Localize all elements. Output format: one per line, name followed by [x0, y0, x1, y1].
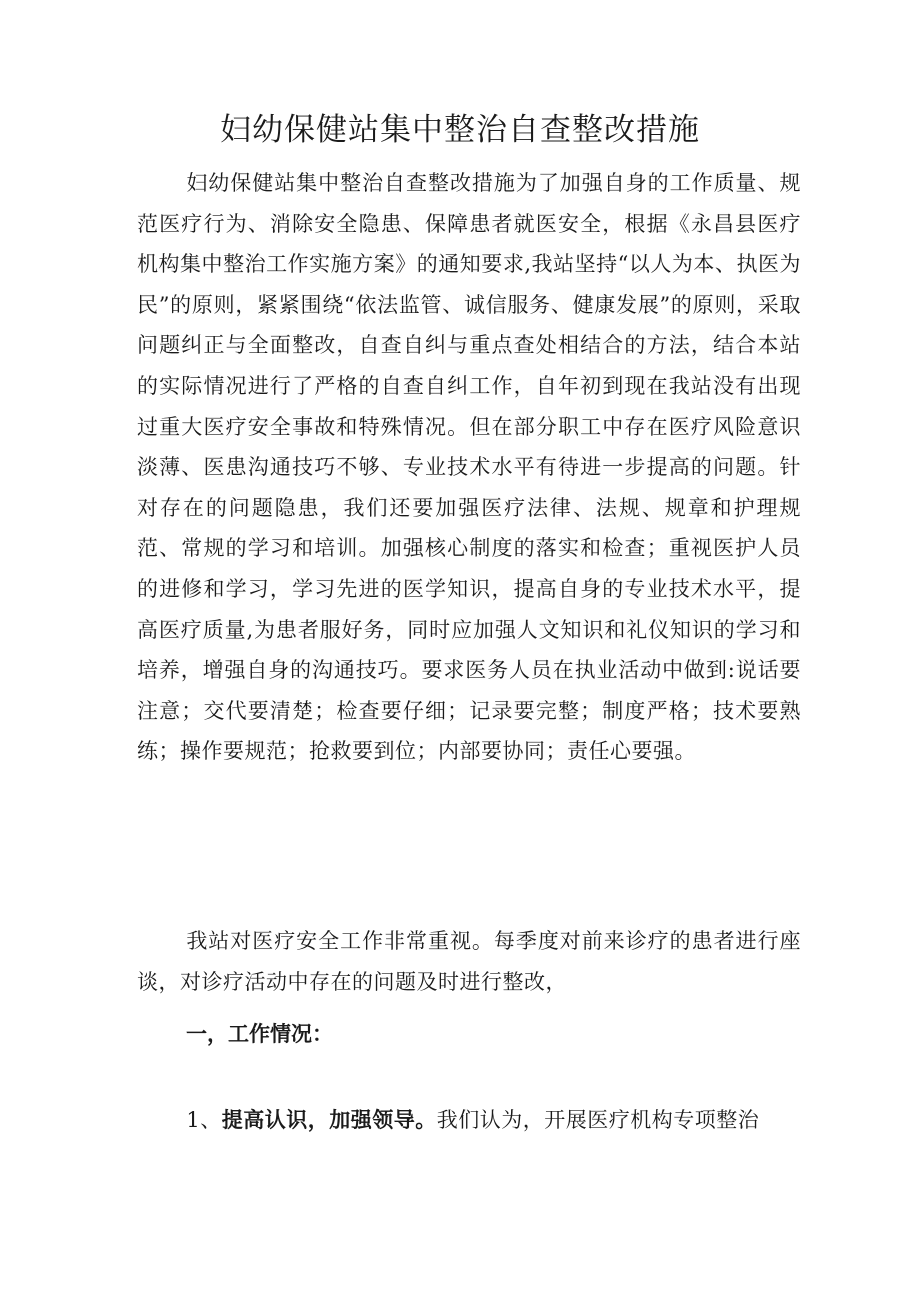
- list-item-1: [137, 1100, 801, 1141]
- list-item-text: 我们认为，开展医疗机构专项整治: [436, 1108, 760, 1132]
- list-item-bold-lead: 提高认识，加强领导。: [221, 1108, 437, 1132]
- paragraph-safety: 我站对医疗安全工作非常重视。每季度对前来诊疗的患者进行座谈，对诊疗活动中存在的问题及时进行整改，: [137, 929, 801, 994]
- document-title: 妇幼保健站集中整治自查整改措施: [220, 112, 700, 148]
- list-item-number: 1、: [186, 1108, 222, 1132]
- section-heading-work-status: 一，工作情况：: [186, 1022, 333, 1046]
- paragraph-intro: 妇幼保健站集中整治自查整改措施为了加强自身的工作质量、规范医疗行为、消除安全隐患、保障患者就医安全，根据《永昌县医疗机构集中整治工作实施方案》的通知要求,我站坚持“以人为本、执医为民”的原则，紧紧围绕“依法监管、诚信服务、健康发展”的原则，采取问题纠正与全面整改，自查自纠与重点查处相结合的方法，结合本站的实际情况进行了严格的自查自纠工作，自年初到现在我站没有出现过重大医疗安全事故和特殊情况。但在部分职工中存在医疗风险意识淡薄、医患沟通技巧不够、专业技术水平有待进一步提高的问题。针对存在的问题隐患，我们还要加强医疗法律、法规、规章和护理规范、常规的学习和培训。加强核心制度的落实和检查；重视医护人员的进修和学习，学习先进的医学知识，提高自身的专业技术水平，提高医疗质量,为患者服好务，同时应加强人文知识和礼仪知识的学习和培养，增强自身的沟通技巧。要求医务人员在执业活动中做到:说话要注意；交代要清楚；检查要仔细；记录要完整；制度严格；技术要熟练；操作要规范；抢救要到位；内部要协同；责任心要强。: [137, 171, 801, 764]
